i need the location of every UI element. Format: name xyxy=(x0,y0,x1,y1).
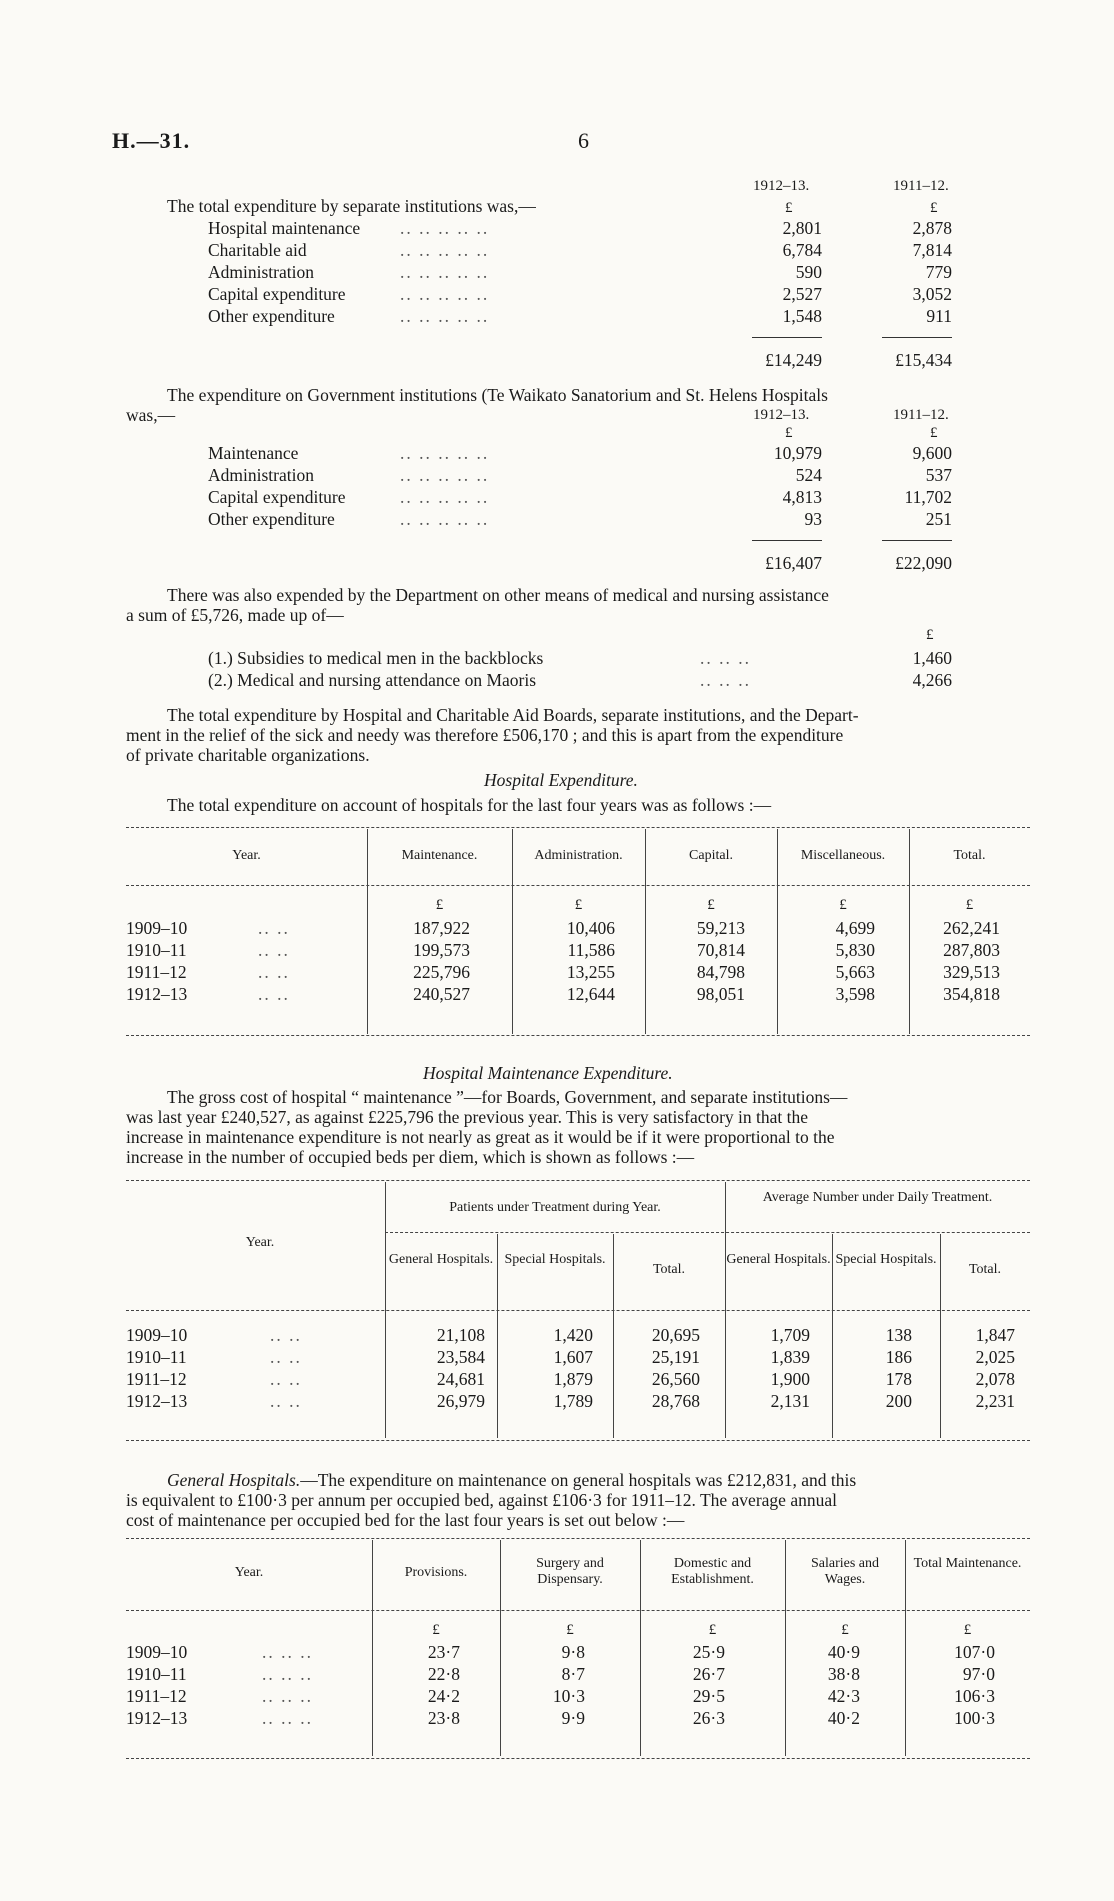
government-row-label: Capital expenditure xyxy=(208,487,346,507)
gh-cell: 29·5 xyxy=(692,1686,725,1706)
leader-dots: .. .. .. .. .. xyxy=(400,487,490,507)
he-col-header: Miscellaneous. xyxy=(800,848,886,863)
he-row-year: 1911–12 xyxy=(126,962,187,982)
government-row-1912: 10,979 xyxy=(773,443,822,463)
general-line1-text: —The expenditure on maintenance on general hospitals was £212,831, and this xyxy=(300,1470,857,1490)
other-means-row-value: 4,266 xyxy=(912,670,952,690)
maint-row-year: 1911–12 xyxy=(126,1369,187,1389)
other-means-line2: a sum of £5,726, made up of— xyxy=(126,605,344,625)
separate-row-label: Charitable aid xyxy=(208,240,307,260)
leader-dots: .. .. .. xyxy=(262,1664,313,1684)
he-col-header: Maintenance. xyxy=(401,848,478,863)
leader-dots: .. .. xyxy=(270,1325,302,1345)
gov-unit-2: £ xyxy=(930,425,938,441)
maint-cell: 2,078 xyxy=(975,1369,1015,1389)
separate-row-1911: 911 xyxy=(926,306,952,326)
gh-cell: 8·7 xyxy=(561,1664,585,1684)
gov-col-1911: 1911–12. xyxy=(893,407,949,423)
other-means-row-label: (2.) Medical and nursing attendance on Maoris xyxy=(208,670,537,690)
government-intro-line2: was,— xyxy=(126,405,176,425)
leader-dots: .. .. .. xyxy=(262,1708,313,1728)
maint-cell: 1,847 xyxy=(975,1325,1015,1345)
maintenance-heading: Hospital Maintenance Expenditure. xyxy=(423,1063,673,1083)
gov-col-1912: 1912–13. xyxy=(753,407,810,423)
gh-row-year: 1910–11 xyxy=(126,1664,187,1684)
government-total-1911: £22,090 xyxy=(895,553,952,573)
he-unit: £ xyxy=(435,897,444,913)
gh-col-header: Total Maintenance. xyxy=(913,1556,1022,1571)
separate-row-1912: 590 xyxy=(795,262,822,282)
he-col-header: Capital. xyxy=(689,848,733,863)
gh-unit: £ xyxy=(708,1622,717,1638)
he-cell: 84,798 xyxy=(696,962,745,982)
government-row-1912: 524 xyxy=(795,465,822,485)
separate-row-1911: 2,878 xyxy=(912,218,952,238)
maint-year-header: Year. xyxy=(245,1235,275,1250)
maint-cell: 138 xyxy=(885,1325,912,1345)
separate-row-1911: 779 xyxy=(925,262,952,282)
leader-dots: .. .. .. .. .. xyxy=(400,218,490,238)
unit-1: £ xyxy=(785,200,793,216)
government-row-1911: 11,702 xyxy=(904,487,952,507)
leader-dots: .. .. .. .. .. xyxy=(400,465,490,485)
maint-cell: 2,231 xyxy=(975,1391,1015,1411)
hospital-expenditure-intro: The total expenditure on account of hospitals for the last four years was as follows :— xyxy=(167,795,772,815)
he-col-header: Year. xyxy=(232,848,261,863)
maint-sub-header: Total. xyxy=(652,1262,686,1277)
leader-dots: .. .. .. xyxy=(262,1686,313,1706)
separate-total-1912: £14,249 xyxy=(765,350,822,370)
maint-line1: The gross cost of hospital “ maintenance ”—for Boards, Government, and separate institutions— xyxy=(167,1087,848,1107)
gh-cell: 40·9 xyxy=(827,1642,860,1662)
maint-cell: 1,900 xyxy=(770,1369,810,1389)
maint-row-year: 1910–11 xyxy=(126,1347,187,1367)
government-row-label: Administration xyxy=(208,465,314,485)
gh-unit: £ xyxy=(566,1622,574,1638)
separate-row-label: Administration xyxy=(208,262,314,282)
he-cell: 59,213 xyxy=(696,918,745,938)
gh-cell: 24·2 xyxy=(427,1686,460,1706)
separate-total-1911: £15,434 xyxy=(895,350,952,370)
he-cell: 5,830 xyxy=(835,940,875,960)
leader-dots: .. .. xyxy=(270,1391,302,1411)
maint-cell: 1,839 xyxy=(770,1347,810,1367)
leader-dots: .. .. xyxy=(270,1369,302,1389)
maint-sub-header: Special Hospitals. xyxy=(835,1252,937,1267)
maint-cell: 20,695 xyxy=(651,1325,700,1345)
gh-cell: 107·0 xyxy=(954,1642,995,1662)
maint-cell: 2,131 xyxy=(770,1391,810,1411)
government-row-1911: 537 xyxy=(925,465,952,485)
gh-cell: 10·3 xyxy=(552,1686,585,1706)
page-number: 6 xyxy=(578,128,589,153)
gh-cell: 23·8 xyxy=(427,1708,460,1728)
he-cell: 4,699 xyxy=(835,918,875,938)
leader-dots: .. .. xyxy=(258,918,290,938)
gh-cell: 25·9 xyxy=(692,1642,725,1662)
gh-row-year: 1912–13 xyxy=(126,1708,188,1728)
other-means-line1: There was also expended by the Department on other means of medical and nursing assistance xyxy=(167,585,829,605)
he-cell: 329,513 xyxy=(943,962,1000,982)
he-cell: 13,255 xyxy=(566,962,615,982)
he-row-year: 1912–13 xyxy=(126,984,188,1004)
maint-cell: 21,108 xyxy=(436,1325,485,1345)
maint-sub-header: General Hospitals. xyxy=(726,1252,831,1267)
maint-cell: 178 xyxy=(885,1369,912,1389)
gh-col-header: Surgery and Dispensary. xyxy=(536,1556,604,1587)
leader-dots: .. .. .. .. .. xyxy=(400,443,490,463)
separate-row-label: Hospital maintenance xyxy=(208,218,361,238)
he-unit: £ xyxy=(707,897,715,913)
maint-line4: increase in the number of occupied beds per diem, which is shown as follows :— xyxy=(126,1147,695,1167)
maint-group-average: Average Number under Daily Treatment. xyxy=(762,1190,993,1205)
gh-cell: 40·2 xyxy=(827,1708,860,1728)
separate-row-1912: 6,784 xyxy=(782,240,822,260)
he-col-header: Administration. xyxy=(534,848,623,863)
government-row-1911: 9,600 xyxy=(912,443,952,463)
maint-cell: 186 xyxy=(885,1347,912,1367)
gh-cell: 23·7 xyxy=(427,1642,460,1662)
gh-col-header: Salaries and Wages. xyxy=(810,1556,880,1587)
he-cell: 287,803 xyxy=(943,940,1000,960)
he-cell: 225,796 xyxy=(413,962,470,982)
maint-sub-header: Special Hospitals. xyxy=(504,1252,606,1267)
gh-cell: 22·8 xyxy=(427,1664,460,1684)
leader-dots: .. .. .. .. .. xyxy=(400,262,490,282)
he-row-year: 1910–11 xyxy=(126,940,187,960)
maint-cell: 25,191 xyxy=(651,1347,700,1367)
total-para-line2: ment in the relief of the sick and needy was therefore £506,170 ; and this is apart from the expenditure xyxy=(126,725,844,745)
total-para-line3: of private charitable organizations. xyxy=(126,745,370,765)
gh-cell: 9·8 xyxy=(561,1642,585,1662)
government-row-1911: 251 xyxy=(925,509,952,529)
other-means-row-value: 1,460 xyxy=(912,648,952,668)
leader-dots: .. .. xyxy=(258,984,290,1004)
maint-cell: 23,584 xyxy=(436,1347,485,1367)
unit-2: £ xyxy=(930,200,938,216)
he-cell: 70,814 xyxy=(696,940,745,960)
gh-unit: £ xyxy=(963,1622,972,1638)
he-cell: 199,573 xyxy=(413,940,470,960)
maint-cell: 26,560 xyxy=(651,1369,700,1389)
gh-cell: 38·8 xyxy=(827,1664,860,1684)
he-col-header: Total. xyxy=(953,848,986,863)
maint-cell: 26,979 xyxy=(436,1391,485,1411)
maint-cell: 1,607 xyxy=(553,1347,593,1367)
government-intro-line1: The expenditure on Government institutions (Te Waikato Sanatorium and St. Helens Hospitals xyxy=(167,385,828,405)
maint-row-year: 1912–13 xyxy=(126,1391,188,1411)
leader-dots: .. .. .. .. .. xyxy=(400,306,490,326)
maint-line2: was last year £240,527, as against £225,796 the previous year. This is very satisfactory in that the xyxy=(126,1107,809,1127)
general-line2: is equivalent to £100·3 per annum per occupied bed, against £106·3 for 1911–12. The average annual xyxy=(126,1490,837,1510)
leader-dots: .. .. .. xyxy=(700,670,751,690)
gh-col-header: Domestic and Establishment. xyxy=(671,1556,754,1587)
he-cell: 3,598 xyxy=(835,984,875,1004)
government-row-label: Maintenance xyxy=(208,443,299,463)
he-cell: 240,527 xyxy=(413,984,470,1004)
he-cell: 5,663 xyxy=(835,962,875,982)
general-line1 xyxy=(167,1470,856,1491)
gh-unit: £ xyxy=(841,1622,849,1638)
maint-group-patients: Patients under Treatment during Year. xyxy=(449,1200,661,1215)
maint-cell: 1,879 xyxy=(553,1369,593,1389)
separate-row-1912: 2,801 xyxy=(782,218,822,238)
gh-row-year: 1911–12 xyxy=(126,1686,187,1706)
separate-row-1911: 7,814 xyxy=(912,240,952,260)
he-unit: £ xyxy=(839,897,847,913)
col-header-1912: 1912–13. xyxy=(753,178,810,194)
he-cell: 10,406 xyxy=(566,918,615,938)
col-header-1911: 1911–12. xyxy=(893,178,949,194)
leader-dots: .. .. xyxy=(270,1347,302,1367)
gh-col-header: Provisions. xyxy=(404,1565,468,1580)
he-cell: 12,644 xyxy=(566,984,615,1004)
leader-dots: .. .. .. xyxy=(262,1642,313,1662)
gh-cell: 100·3 xyxy=(954,1708,995,1728)
separate-row-1911: 3,052 xyxy=(912,284,952,304)
separate-row-1912: 2,527 xyxy=(782,284,822,304)
gh-cell: 42·3 xyxy=(827,1686,860,1706)
gh-cell: 106·3 xyxy=(954,1686,995,1706)
gh-cell: 26·7 xyxy=(692,1664,725,1684)
leader-dots: .. .. .. .. .. xyxy=(400,509,490,529)
maint-cell: 1,420 xyxy=(553,1325,593,1345)
government-row-label: Other expenditure xyxy=(208,509,335,529)
maint-cell: 200 xyxy=(885,1391,912,1411)
general-line3: cost of maintenance per occupied bed for the last four years is set out below :— xyxy=(126,1510,685,1530)
government-row-1912: 93 xyxy=(804,509,822,529)
leader-dots: .. .. xyxy=(258,940,290,960)
gh-cell: 26·3 xyxy=(692,1708,725,1728)
he-row-year: 1909–10 xyxy=(126,918,188,938)
document-code: H.—31. xyxy=(112,128,191,153)
he-unit: £ xyxy=(965,897,974,913)
separate-row-label: Other expenditure xyxy=(208,306,335,326)
gov-unit-1: £ xyxy=(785,425,793,441)
separate-row-1912: 1,548 xyxy=(782,306,822,326)
he-unit: £ xyxy=(574,897,583,913)
general-lead: General Hospitals. xyxy=(167,1470,301,1490)
maint-cell: 1,789 xyxy=(553,1391,593,1411)
leader-dots: .. .. xyxy=(258,962,290,982)
hospital-expenditure-heading: Hospital Expenditure. xyxy=(484,770,638,790)
government-total-1912: £16,407 xyxy=(765,553,822,573)
government-row-1912: 4,813 xyxy=(782,487,822,507)
maint-cell: 24,681 xyxy=(436,1369,485,1389)
he-cell: 262,241 xyxy=(943,918,1000,938)
other-means-unit: £ xyxy=(926,627,934,643)
he-cell: 11,586 xyxy=(567,940,615,960)
maint-cell: 28,768 xyxy=(651,1391,700,1411)
maint-row-year: 1909–10 xyxy=(126,1325,188,1345)
he-cell: 98,051 xyxy=(696,984,745,1004)
leader-dots: .. .. .. .. .. xyxy=(400,240,490,260)
total-para-line1: The total expenditure by Hospital and Charitable Aid Boards, separate institutions, and the Depart- xyxy=(167,705,859,725)
gh-unit: £ xyxy=(432,1622,440,1638)
maint-cell: 2,025 xyxy=(975,1347,1015,1367)
he-cell: 354,818 xyxy=(943,984,1000,1004)
leader-dots: .. .. .. .. .. xyxy=(400,284,490,304)
gh-cell: 97·0 xyxy=(962,1664,995,1684)
maint-cell: 1,709 xyxy=(770,1325,810,1345)
gh-col-header: Year. xyxy=(234,1565,264,1580)
separate-intro: The total expenditure by separate institutions was,— xyxy=(167,196,536,216)
maint-sub-header: Total. xyxy=(968,1262,1002,1277)
other-means-row-label: (1.) Subsidies to medical men in the backblocks xyxy=(208,648,544,668)
separate-row-label: Capital expenditure xyxy=(208,284,346,304)
maint-sub-header: General Hospitals. xyxy=(388,1252,494,1267)
gh-cell: 9·9 xyxy=(561,1708,585,1728)
he-cell: 187,922 xyxy=(413,918,470,938)
gh-row-year: 1909–10 xyxy=(126,1642,188,1662)
leader-dots: .. .. .. xyxy=(700,648,751,668)
maint-line3: increase in maintenance expenditure is not nearly as great as it would be if it were proportional to the xyxy=(126,1127,835,1147)
